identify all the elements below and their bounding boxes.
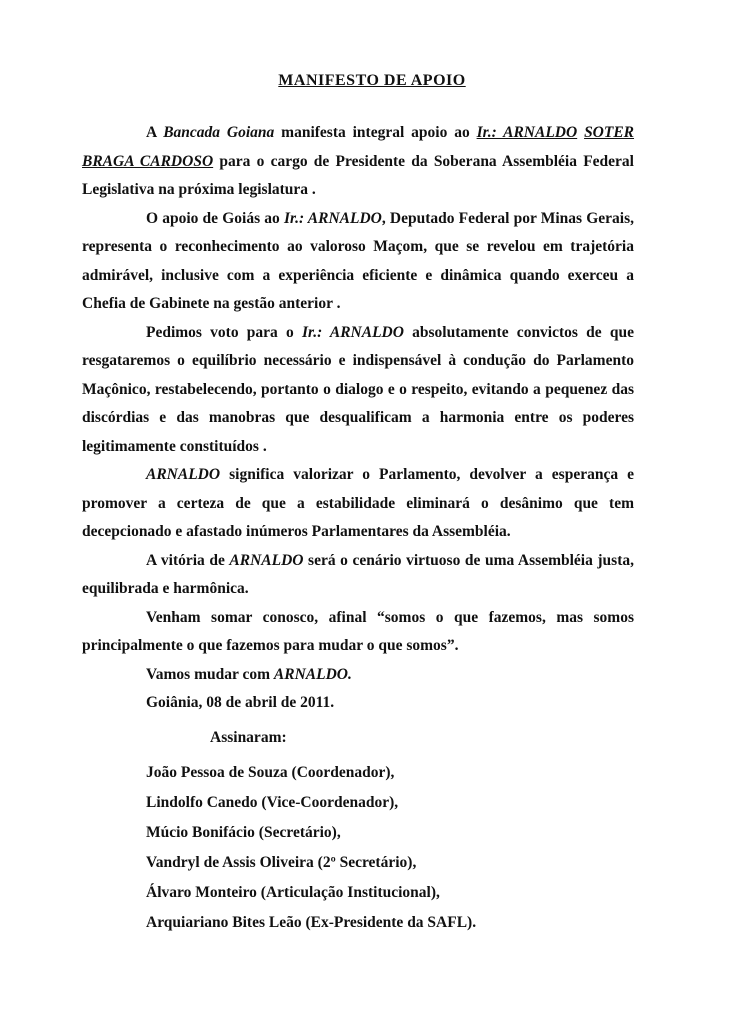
paragraph-5 xyxy=(82,547,634,604)
paragraph-4 xyxy=(82,461,634,547)
p1-candidate-surname: SOTER BRAGA CARDOSO xyxy=(82,124,635,170)
paragraph-6 xyxy=(82,604,634,661)
document-body xyxy=(82,119,634,938)
signer-item: João Pessoa de Souza (Coordenador), xyxy=(146,764,395,781)
p6-text: Venham somar conosco, afinal “somos o que fazemos, mas somos principalmente o que fazemos para mudar o que somos”. xyxy=(82,608,634,654)
signer-item: Arquiariano Bites Leão (Ex-Presidente da SAFL). xyxy=(146,914,477,931)
document-title: MANIFESTO DE APOIO xyxy=(278,72,466,89)
signed-label: Assinaram: xyxy=(210,728,287,746)
p1-bancada-goiana: Bancada Goiana xyxy=(163,124,275,141)
p3-text-a: Pedimos voto para o xyxy=(146,323,302,341)
date-line: Goiânia, 08 de abril de 2011. xyxy=(146,694,335,711)
p3-text-c: absolutamente convictos de que resgataremos o equilíbrio necessário e indispensável à condução do Parlamento Maçônico, restabelecendo, portanto o dialogo e o respeito, evitando a pequenez das discórdias e das manobras que desqualificam a harmonia entre os poderes legitimamente constituídos . xyxy=(82,323,634,455)
p1-text-a: A xyxy=(146,124,164,141)
signer-item: Vandryl de Assis Oliveira (2º Secretário), xyxy=(146,854,417,871)
p1-candidate-title: Ir.: ARNALDO xyxy=(476,124,578,141)
signer-item: Lindolfo Canedo (Vice-Coordenador), xyxy=(146,794,399,811)
paragraph-3 xyxy=(82,319,634,462)
p3-candidate: Ir.: ARNALDO xyxy=(301,323,404,341)
p2-text-a: O apoio de Goiás ao xyxy=(146,209,284,227)
p4-text-b: significa valorizar o Parlamento, devolver a esperança e promover a certeza de que a estabilidade eliminará o desânimo que tem decepcionado e afastado inúmeros Parlamentares da Assembléia. xyxy=(82,466,634,540)
p2-text-c: , Deputado Federal por Minas Gerais, representa o reconhecimento ao valoroso Maçom, que se revelou em trajetória admirável, inclusive com a experiência eficiente e dinâmica quando exerceu a Chefia de Gabinete na gestão anterior . xyxy=(82,209,635,312)
p5-text-a: A vitória de xyxy=(146,551,230,569)
paragraph-7 xyxy=(82,661,634,690)
p7-candidate: ARNALDO. xyxy=(273,665,352,683)
signer-item: Álvaro Monteiro (Articulação Institucional), xyxy=(146,884,440,901)
p2-candidate: Ir.: ARNALDO xyxy=(283,209,382,227)
signers-list xyxy=(146,758,634,938)
p1-text-c: manifesta integral apoio ao xyxy=(274,124,477,141)
p5-text-c: será o cenário virtuoso de uma Assembléia justa, equilibrada e harmônica. xyxy=(82,551,635,597)
p1-text-f: para o cargo de Presidente da Soberana Assembléia Federal Legislativa na próxima legislatura . xyxy=(82,152,634,198)
p5-candidate: ARNALDO xyxy=(229,551,304,569)
p4-candidate: ARNALDO xyxy=(146,466,221,483)
p7-text-a: Vamos mudar com xyxy=(146,665,274,683)
paragraph-2 xyxy=(82,205,634,319)
signer-item: Múcio Bonifácio (Secretário), xyxy=(146,824,341,841)
paragraph-1 xyxy=(82,119,634,205)
